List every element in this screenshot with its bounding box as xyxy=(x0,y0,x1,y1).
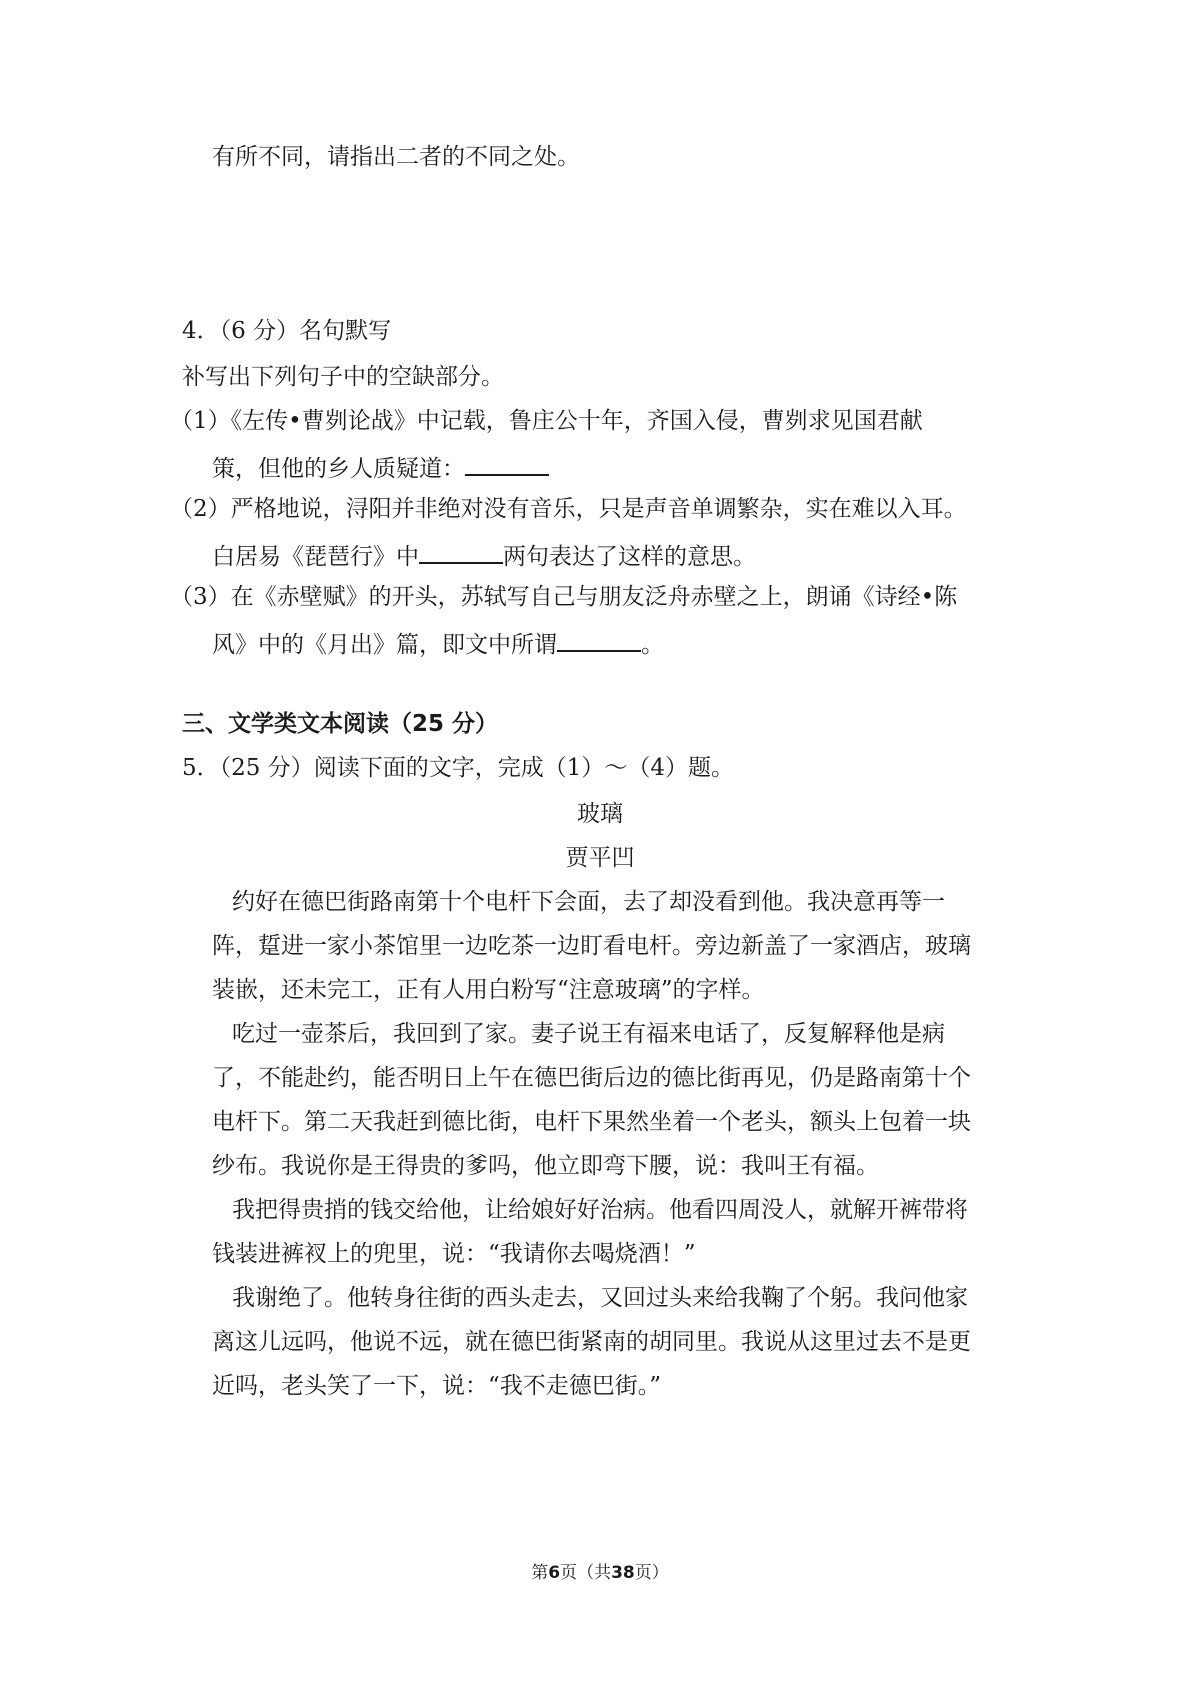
passage-line: 我把得贵捎的钱交给他，让给娘好好治病。他看四周没人，就解开裤带将 xyxy=(232,1197,968,1223)
q4-item3-line1: （3）在《赤壁赋》的开头，苏轼写自己与朋友泛舟赤壁之上，朗诵《诗经•陈 xyxy=(170,584,958,610)
footer-total-pages: 38 xyxy=(611,1563,635,1583)
q4-item1-text: 策，但他的乡人质疑道： xyxy=(212,456,465,482)
passage-title: 玻璃 xyxy=(577,801,623,827)
passage-line: 离这儿远吗，他说不远，就在德巴街紧南的胡同里。我说从这里过去不是更 xyxy=(212,1329,971,1355)
passage-author: 贾平凹 xyxy=(565,845,635,871)
q4-header: 4．（6 分）名句默写 xyxy=(182,318,392,344)
footer-mid: 页（共 xyxy=(560,1563,612,1583)
answer-blank[interactable] xyxy=(465,454,549,476)
q4-item3-text-pre: 风》中的《月出》篇，即文中所谓 xyxy=(212,632,557,658)
passage-line: 纱布。我说你是王得贵的爹吗，他立即弯下腰，说：我叫王有福。 xyxy=(212,1153,879,1179)
q4-instruction: 补写出下列句子中的空缺部分。 xyxy=(182,364,504,390)
q4-item3-line2 xyxy=(212,630,664,657)
passage-line: 了，不能赴约，能否明日上午在德巴街后边的德比街再见，仍是路南第十个 xyxy=(212,1065,971,1091)
q4-item2-text-pre: 白居易《琵琶行》中 xyxy=(212,544,419,570)
q4-item1-line1: （1）《左传•曹刿论战》中记载，鲁庄公十年，齐国入侵，曹刿求见国君献 xyxy=(170,408,923,434)
q4-item2-line2 xyxy=(212,542,756,569)
passage-line: 钱装进裤衩上的兜里，说：“我请你去喝烧酒！” xyxy=(212,1241,696,1267)
q5-header: 5．（25 分）阅读下面的文字，完成（1）～（4）题。 xyxy=(182,755,734,781)
q4-item2-text-post: 两句表达了这样的意思。 xyxy=(503,544,756,570)
q4-item3-text-post: 。 xyxy=(641,632,664,658)
passage-line: 阵，踅进一家小茶馆里一边吃茶一边盯看电杆。旁边新盖了一家酒店，玻璃 xyxy=(212,933,971,959)
section-3-title: 三、文学类文本阅读（25 分） xyxy=(182,711,499,737)
passage-line: 装嵌，还未完工，正有人用白粉写“注意玻璃”的字样。 xyxy=(212,977,765,1003)
page-footer xyxy=(0,1558,1200,1583)
q4-item1-line2 xyxy=(212,454,549,481)
answer-blank[interactable] xyxy=(557,630,641,652)
q3-tail-text: 有所不同，请指出二者的不同之处。 xyxy=(212,144,580,170)
passage-line: 近吗，老头笑了一下，说：“我不走德巴街。” xyxy=(212,1373,662,1399)
passage-line: 电杆下。第二天我赶到德比街，电杆下果然坐着一个老头，额头上包着一块 xyxy=(212,1109,971,1135)
passage-line: 吃过一壶茶后，我回到了家。妻子说王有福来电话了，反复解释他是病 xyxy=(232,1021,945,1047)
passage-line: 约好在德巴街路南第十个电杆下会面，去了却没看到他。我决意再等一 xyxy=(232,889,945,915)
answer-blank[interactable] xyxy=(419,542,503,564)
q4-item2-line1: （2）严格地说，浔阳并非绝对没有音乐，只是声音单调繁杂，实在难以入耳。 xyxy=(170,496,967,522)
passage-line: 我谢绝了。他转身往街的西头走去，又回过头来给我鞠了个躬。我问他家 xyxy=(232,1285,968,1311)
footer-suffix: 页） xyxy=(634,1563,669,1583)
footer-prefix: 第 xyxy=(531,1563,549,1583)
footer-page-number: 6 xyxy=(548,1563,561,1583)
